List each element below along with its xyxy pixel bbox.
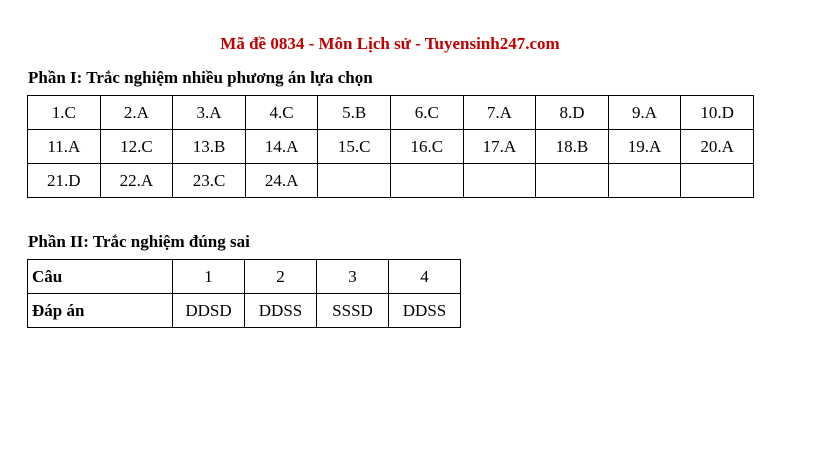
answer-cell: 21.D: [28, 164, 101, 198]
empty-cell: [318, 164, 391, 198]
table-row: [28, 164, 754, 198]
part2-heading: Phần II: Trắc nghiệm đúng sai: [28, 232, 250, 251]
answer-cell: 3.A: [173, 96, 246, 130]
answer-cell: 20.A: [681, 130, 754, 164]
answer-cell: 19.A: [608, 130, 681, 164]
answer-cell: 17.A: [463, 130, 536, 164]
table-row: [28, 294, 461, 328]
answer-cell: DDSS: [389, 294, 461, 328]
empty-cell: [463, 164, 536, 198]
table-row: [28, 130, 754, 164]
table-row: [28, 260, 461, 294]
answer-cell: SSSD: [317, 294, 389, 328]
question-number-cell: 1: [173, 260, 245, 294]
question-number-cell: 3: [317, 260, 389, 294]
answer-cell: 4.C: [245, 96, 318, 130]
table-row: [28, 96, 754, 130]
question-row-label: Câu: [28, 260, 173, 294]
answer-cell: 8.D: [536, 96, 609, 130]
part1-answer-table: [27, 95, 754, 198]
part2-answer-table: [27, 259, 461, 328]
answer-cell: 13.B: [173, 130, 246, 164]
answer-cell: DDSS: [245, 294, 317, 328]
answer-cell: 16.C: [390, 130, 463, 164]
answer-cell: 24.A: [245, 164, 318, 198]
answer-cell: 7.A: [463, 96, 536, 130]
page-title: Mã đề 0834 - Môn Lịch sử - Tuyensinh247.com: [220, 34, 560, 53]
answer-cell: 5.B: [318, 96, 391, 130]
answer-cell: 23.C: [173, 164, 246, 198]
answer-cell: DDSD: [173, 294, 245, 328]
answer-cell: 14.A: [245, 130, 318, 164]
answer-cell: 9.A: [608, 96, 681, 130]
question-number-cell: 2: [245, 260, 317, 294]
empty-cell: [608, 164, 681, 198]
answer-cell: 18.B: [536, 130, 609, 164]
answer-cell: 1.C: [28, 96, 101, 130]
answer-cell: 6.C: [390, 96, 463, 130]
question-number-cell: 4: [389, 260, 461, 294]
empty-cell: [536, 164, 609, 198]
answer-cell: 11.A: [28, 130, 101, 164]
part1-heading: Phần I: Trắc nghiệm nhiều phương án lựa chọn: [28, 68, 373, 87]
empty-cell: [390, 164, 463, 198]
empty-cell: [681, 164, 754, 198]
answer-cell: 22.A: [100, 164, 173, 198]
answer-cell: 15.C: [318, 130, 391, 164]
answer-cell: 10.D: [681, 96, 754, 130]
answer-cell: 12.C: [100, 130, 173, 164]
answer-cell: 2.A: [100, 96, 173, 130]
answer-row-label: Đáp án: [28, 294, 173, 328]
